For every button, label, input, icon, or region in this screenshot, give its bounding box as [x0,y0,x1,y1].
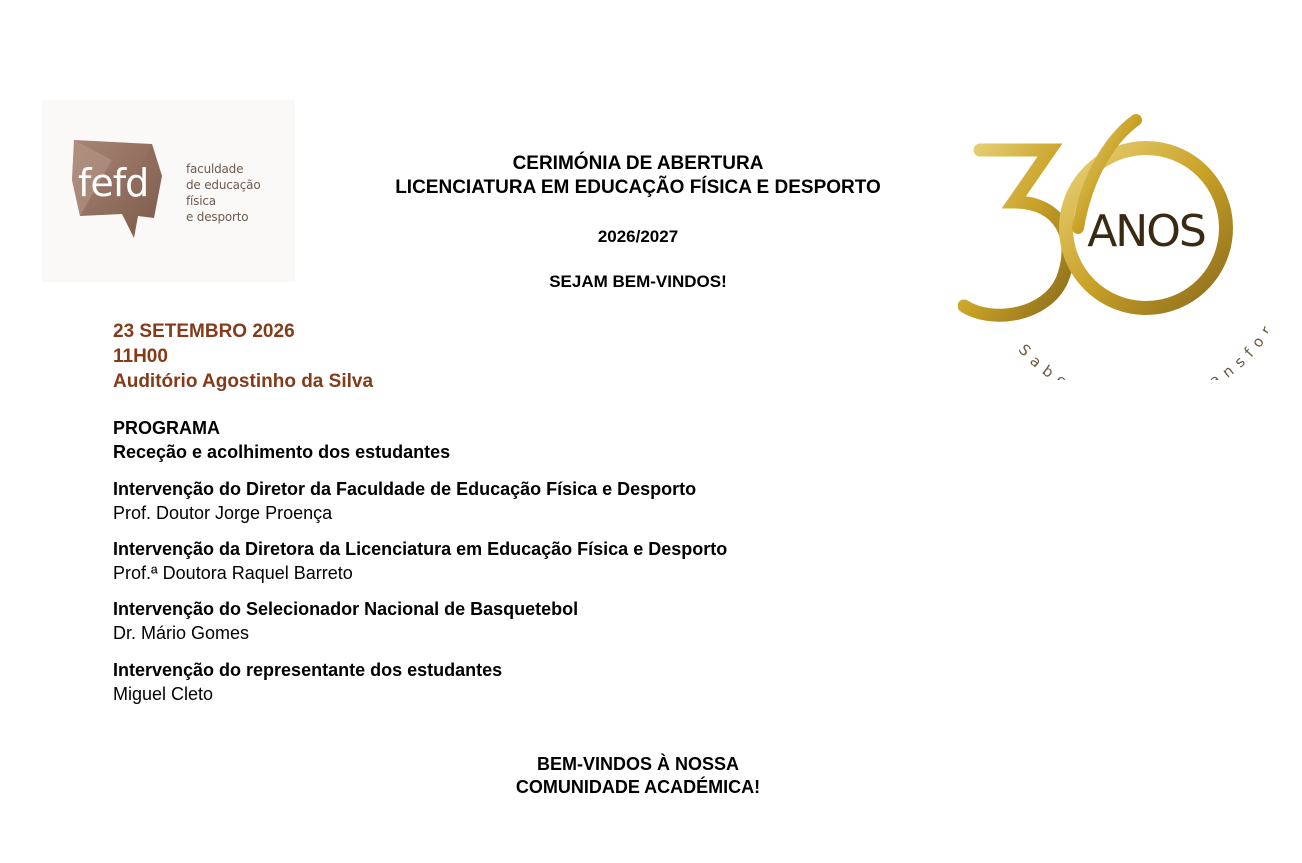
welcome-text: SEJAM BEM-VINDOS! [549,272,727,291]
motto-path-text: Sab ansf [1014,339,1263,380]
event-time: 11H00 [113,346,168,367]
program-item-title: Intervenção da Diretora da Licenciatura em Educação Física e Desporto [113,539,728,559]
program-item-speaker: Prof. Doutor Jorge Proença [113,503,333,523]
program-reception: Receção e acolhimento dos estudantes [113,442,451,462]
title-line-1: CERIMÓNIA DE ABERTURA [512,153,764,174]
anos-text: ANOS [1087,206,1205,257]
fefd-logo [42,100,295,282]
fefd-caption-line: de educação [186,178,261,192]
event-place: Auditório Agostinho da Silva [113,371,374,392]
closing-line-1: BEM-VINDOS À NOSSA [536,754,740,774]
fefd-caption-line: faculdade [186,162,244,176]
fefd-caption-line: física [186,194,216,208]
event-date: 23 SETEMBRO 2026 [113,321,295,342]
fefd-mark: fefd [78,161,149,205]
program-item-speaker: Miguel Cleto [113,684,214,704]
academic-year: 2026/2027 [597,227,679,246]
program-item-speaker: Dr. Mário Gomes [113,623,250,643]
program-heading: PROGRAMA [113,418,220,438]
closing-line-2: COMUNIDADE ACADÉMICA! [515,777,761,797]
number-three-shape [964,150,1068,315]
anniversary-logo [958,110,1268,380]
program-item-title: Intervenção do representante dos estudantes [113,660,503,680]
program-item-speaker: Prof.ª Doutora Raquel Barreto [113,563,353,583]
program-item-title: Intervenção do Diretor da Faculdade de Educação Física e Desporto [113,479,697,499]
program-item-title: Intervenção do Selecionador Nacional de Basquetebol [113,599,579,619]
fefd-caption [186,161,260,225]
title-line-2: LICENCIATURA EM EDUCAÇÃO FÍSICA E DESPORTO [395,177,881,198]
fefd-caption-line: e desporto [186,210,249,224]
